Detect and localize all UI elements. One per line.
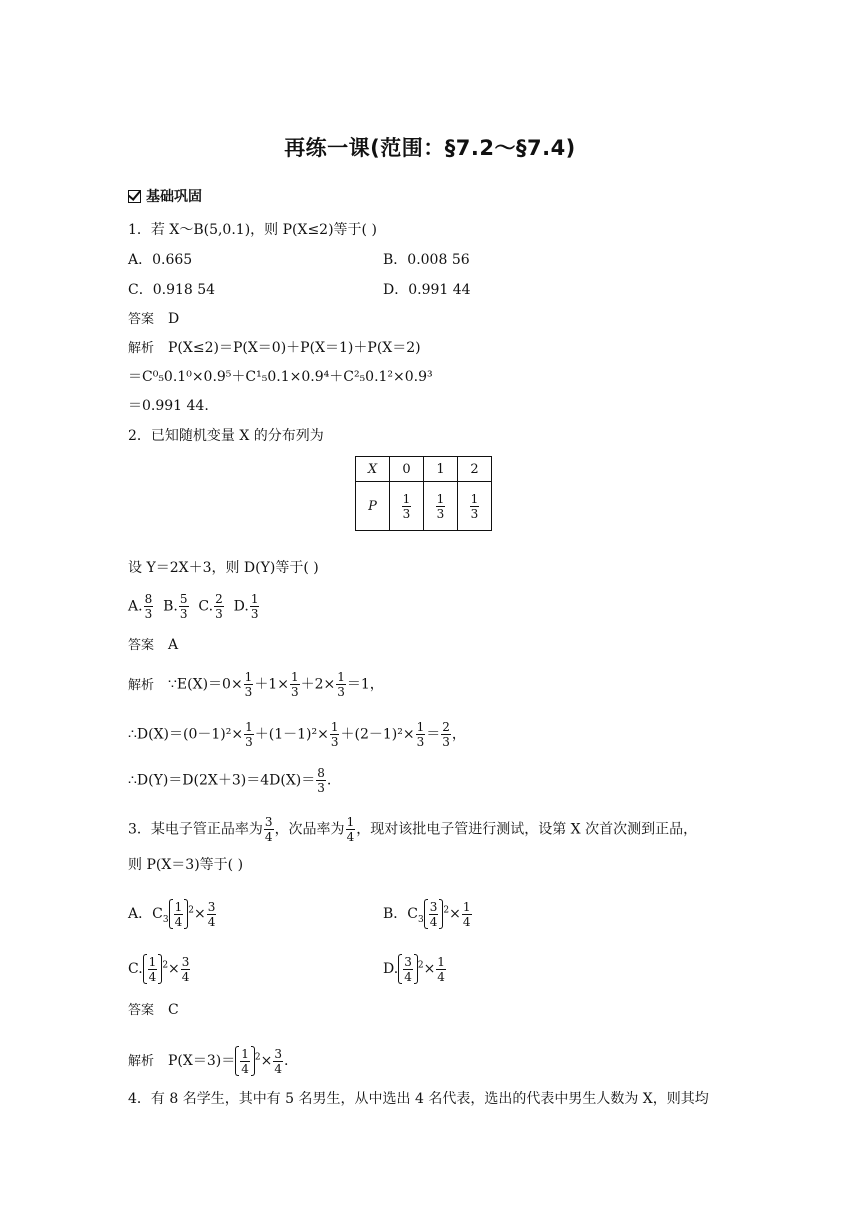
q2-analysis-1: 解析 ∵E(X)＝0× $\frac{1}{3}$ ＋1× $\frac{1}{3}$ ＋2× $\frac{1}{3}$ ＝1， bbox=[128, 670, 384, 699]
section-title: 基础巩固 bbox=[146, 189, 202, 205]
q2-stem-2: 设 Y＝2X＋3，则 D(Y)等于( ) bbox=[128, 560, 319, 576]
q1-option-b: B．0.008 56 bbox=[383, 252, 470, 268]
q4-stem: 4．有 8 名学生，其中有 5 名男生，从中选出 4 名代表，选出的代表中男生人数为 X，则其均 bbox=[128, 1091, 709, 1107]
analysis-text: P(X≤2)＝P(X＝0)＋P(X＝1)＋P(X＝2) bbox=[168, 340, 421, 356]
q1-analysis-3: ＝0.991 44. bbox=[128, 398, 209, 414]
table-header-x: X bbox=[356, 457, 390, 482]
q1-option-a: A．0.665 bbox=[128, 252, 193, 268]
answer-label: 答案 bbox=[128, 312, 155, 327]
q1-analysis-1 bbox=[128, 339, 421, 358]
table-cell: $\frac{1}{3}$ bbox=[458, 482, 492, 531]
q3-answer: 答案 C bbox=[128, 1002, 179, 1018]
q2-analysis-2: ∴D(X)＝(0－1)²× $\frac{1}{3}$ ＋(1－1)²× $\frac{1}{3}$ ＋(2－1)²× $\frac{1}{3}$ ＝ $\frac{2}{3}$ ， bbox=[128, 720, 466, 749]
page-title: 再练一课(范围：§7.2～§7.4) bbox=[284, 136, 576, 160]
q1-option-d: D．0.991 44 bbox=[383, 282, 471, 298]
analysis-label: 解析 bbox=[128, 341, 155, 356]
q3-option-c: C. $\frac{1}{4}$ $^2$× $\frac{3}{4}$ bbox=[128, 954, 190, 984]
distribution-table bbox=[355, 456, 492, 531]
q3-option-b: B．$C_3$ $\frac{3}{4}$ $^2$× $\frac{1}{4}$ bbox=[383, 899, 471, 929]
table-cell: $\frac{1}{3}$ bbox=[424, 482, 458, 531]
q2-answer: 答案 A bbox=[128, 637, 179, 653]
q3-option-a: A．$C_3$ $\frac{1}{4}$ $^2$× $\frac{3}{4}$ bbox=[128, 899, 216, 929]
q1-stem: 1．若 X～B(5,0.1)，则 P(X≤2)等于( ) bbox=[128, 222, 377, 238]
q3-stem: 3．某电子管正品率为 $\frac{3}{4}$ ，次品率为 $\frac{1}{4}$ ，现对该批电子管进行测试，设第 X 次首次测到正品， bbox=[128, 815, 698, 844]
q3-analysis: 解析 P(X＝3)＝ $\frac{1}{4}$ $^2$× $\frac{3}{4}$ . bbox=[128, 1046, 289, 1076]
q1-analysis-2: ＝C⁰₅0.1⁰×0.9⁵＋C¹₅0.1×0.9⁴＋C²₅0.1²×0.9³ bbox=[128, 369, 433, 385]
section-header bbox=[128, 186, 202, 206]
q2-analysis-3: ∴D(Y)＝D(2X＋3)＝4D(X)＝ $\frac{8}{3}$ . bbox=[128, 766, 332, 795]
table-cell: 0 bbox=[390, 457, 424, 482]
q1-answer bbox=[128, 310, 179, 329]
q3-option-d: D. $\frac{3}{4}$ $^2$× $\frac{1}{4}$ bbox=[383, 954, 445, 984]
table-cell: $\frac{1}{3}$ bbox=[390, 482, 424, 531]
table-header-p: P bbox=[356, 482, 390, 531]
table-cell: 2 bbox=[458, 457, 492, 482]
checkbox-icon bbox=[128, 190, 141, 203]
table-cell: 1 bbox=[424, 457, 458, 482]
q2-options: A. $\frac{8}{3}$ B. $\frac{5}{3}$ C. $\frac{2}{3}$ D. $\frac{1}{3}$ bbox=[128, 592, 259, 621]
q3-stem-2: 则 P(X＝3)等于( ) bbox=[128, 857, 244, 873]
q2-stem: 2．已知随机变量 X 的分布列为 bbox=[128, 428, 324, 444]
answer-value: D bbox=[168, 311, 180, 327]
q1-option-c: C．0.918 54 bbox=[128, 282, 216, 298]
